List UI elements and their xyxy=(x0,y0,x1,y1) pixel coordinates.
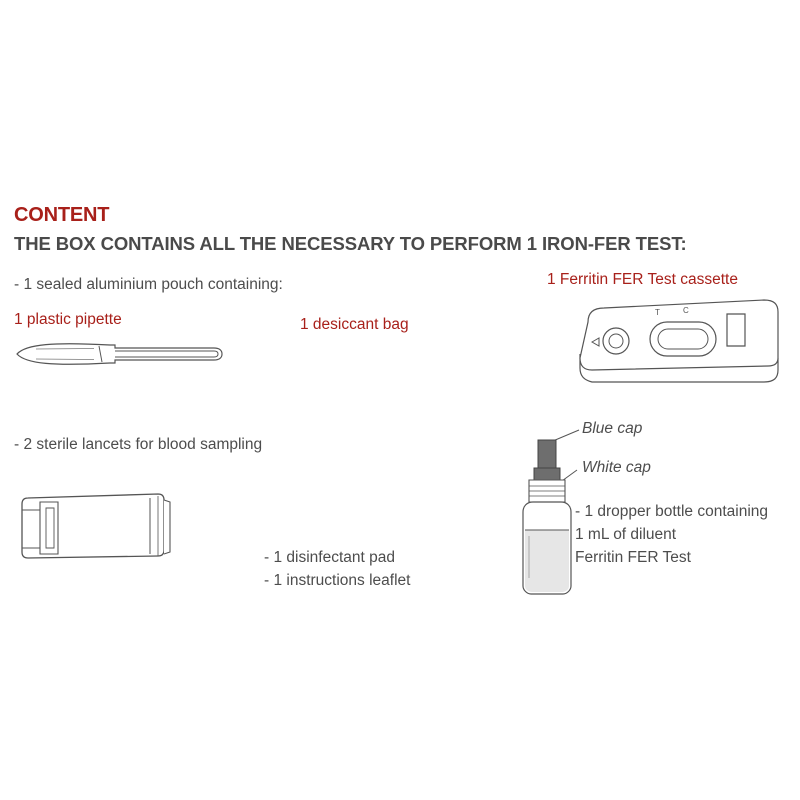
pouch-item-text: - 1 sealed aluminium pouch containing: xyxy=(14,276,283,293)
test-cassette-illustration xyxy=(574,296,789,386)
bottle-item-volume: 1 mL of diluent xyxy=(575,526,677,543)
cassette-t-mark: T xyxy=(655,308,660,317)
leaflet-item-text: - 1 instructions leaflet xyxy=(264,572,411,589)
bottle-item-text: - 1 dropper bottle containing xyxy=(575,503,769,520)
pipette-label: 1 plastic pipette xyxy=(14,311,122,328)
lancet-illustration xyxy=(18,492,178,566)
pipette-illustration xyxy=(14,336,224,372)
section-title: CONTENT xyxy=(14,204,110,226)
cassette-c-mark: C xyxy=(683,306,689,315)
section-subtitle: THE BOX CONTAINS ALL THE NECESSARY TO PERFORM 1 IRON-FER TEST: xyxy=(14,233,687,254)
lancets-item-text: - 2 sterile lancets for blood sampling xyxy=(14,436,263,453)
cassette-label: 1 Ferritin FER Test cassette xyxy=(547,271,738,288)
bottle-item-product: Ferritin FER Test xyxy=(575,549,691,566)
white-cap-label: White cap xyxy=(582,459,651,476)
blue-cap-label: Blue cap xyxy=(582,420,643,437)
pad-item-text: - 1 disinfectant pad xyxy=(264,549,395,566)
desiccant-label: 1 desiccant bag xyxy=(300,316,409,333)
